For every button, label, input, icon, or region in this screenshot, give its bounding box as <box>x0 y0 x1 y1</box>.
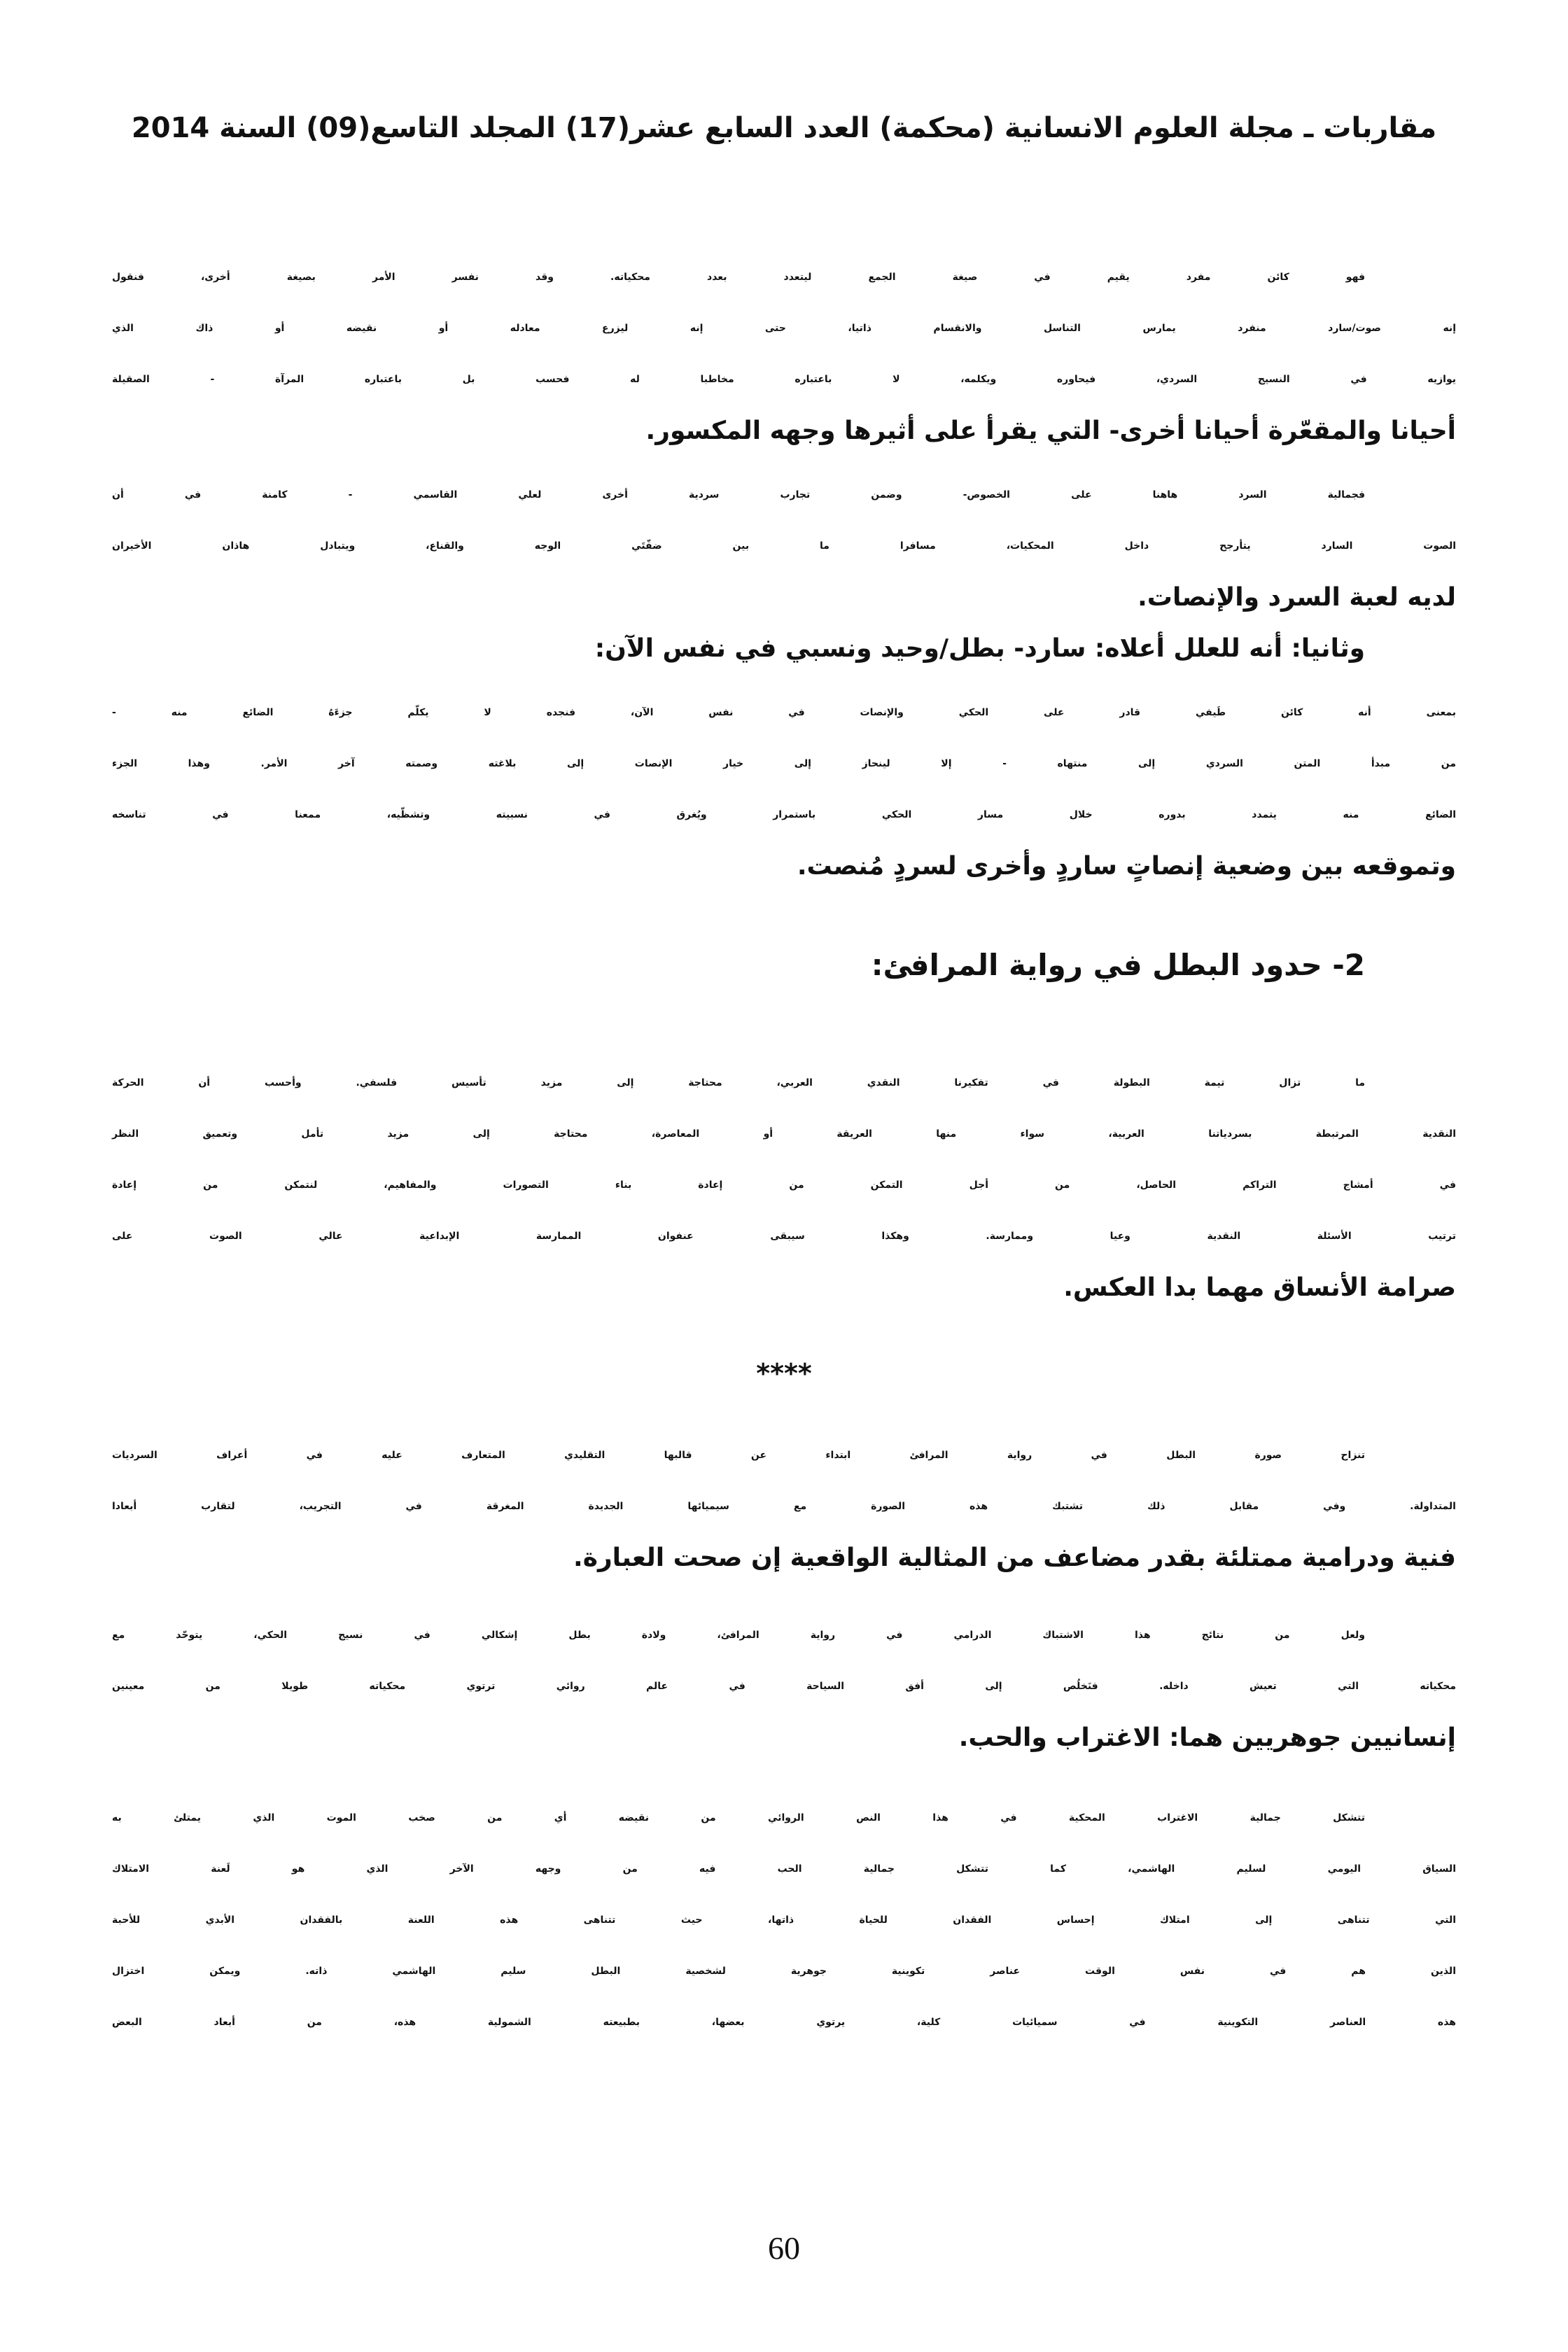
paragraph-line: إنه صوت/سارد منفرد يمارس التناسل والانقسام ذاتيا، حتى إنه ليزرع معادله أو نقيضه أو ذاك الذي <box>112 323 1456 334</box>
section-separator: **** <box>756 1358 812 1389</box>
paragraph-line: فجمالية السرد هاهنا على الخصوص- وضمن تجارب سردية أخرى لعلي القاسمي - كامنة في أن <box>112 489 1365 500</box>
paragraph-line: السياق اليومي لسليم الهاشمي، كما تتشكل جمالية الحب فيه من وجهه الآخر الذي هو لَعنة الامتلاك <box>112 1863 1456 1875</box>
paragraph-line: المتداولة. وفي مقابل ذلك تشتبك هذه الصورة مع سيميائها الجديدة المغرقة في التجريب، لتقارب أبعادا <box>112 1501 1456 1512</box>
paragraph-line: محكياته التي تعيش داخله. فنَخلُص إلى أفق السياحة في عالم روائي ترتوي محكياته طويلا من معينين <box>112 1681 1456 1692</box>
paragraph-line: الصوت السارد يتأرجح داخل المحكيات، مسافرا ما بين ضفّتَي الوجه والقناع، ويتبادل هاذان الأخيران <box>112 540 1456 552</box>
section-heading: 2- حدود البطل في رواية المرافئ: <box>871 948 1365 982</box>
paragraph-line: وتموقعه بين وضعية إنصاتٍ ساردٍ وأخرى لسردٍ مُنصت. <box>797 852 1456 881</box>
paragraph-line: يوازيه في النسيج السردي، فيحاوره ويكلمه، لا باعتباره مخاطبا له فحسب بل باعتباره المرآة - الصقيلة <box>112 374 1456 385</box>
paragraph-line: ترتيب الأسئلة النقدية وعيا وممارسة. وهكذا سيبقى عنفوان الممارسة الإبداعية عالي الصوت على <box>112 1231 1456 1242</box>
paragraph-line: النقدية المرتبطة بسردياتنا العربية، سواء منها العريقة أو المعاصرة، محتاجة إلى مزيد تأمل وتعميق النظر <box>112 1128 1456 1140</box>
paragraph-line: أحيانا والمقعّرة أحيانا أخرى- التي يقرأ على أثيرها وجهه المكسور. <box>645 416 1456 445</box>
paragraph-line: الذين هم في نفس الوقت عناصر تكوينية جوهرية لشخصية البطل سليم الهاشمي ذاته. ويمكن اختزال <box>112 1966 1456 1977</box>
paragraph-line: ما تزال تيمة البطولة في تفكيرنا النقدي العربي، محتاجة إلى مزيد تأسيس فلسفي. وأحسب أن الحركة <box>112 1077 1365 1088</box>
paragraph-line: إنسانيين جوهريين هما: الاغتراب والحب. <box>958 1723 1456 1752</box>
paragraph-line: فنية ودرامية ممتلئة بقدر مضاعف من المثالية الواقعية إن صحت العبارة. <box>573 1544 1456 1572</box>
paragraph-line: صرامة الأنساق مهما بدا العكس. <box>1063 1273 1456 1302</box>
paragraph-line: من مبدأ المتن السردي إلى منتهاه - إلا لينحاز إلى خيار الإنصات إلى بلاغته وصمته آخر الأمر. وهذا الجزء <box>112 758 1456 769</box>
paragraph-line: ولعل من نتائج هذا الاشتباك الدرامي في رواية المرافئ، ولادة بطل إشكالي في نسيج الحكي، يتوحّد مع <box>112 1630 1365 1641</box>
paragraph-line: وثانيا: أنه للعلل أعلاه: سارد- بطل/وحيد ونسبي في نفس الآن: <box>594 634 1365 663</box>
paragraph-line: بمعنى أنه كائن طَيفي قادر على الحكي والإنصات في نفس الآن، فنجده لا يكلّم جزءَهُ الضائع منه - <box>112 707 1456 718</box>
page-number: 60 <box>768 2230 800 2266</box>
paragraph-line: تنزاح صورة البطل في رواية المرافئ ابتداء عن قالبها التقليدي المتعارف عليه في أعراف السرديات <box>112 1450 1365 1461</box>
paragraph-line: الضائع منه يتمدد بدوره خلال مسار الحكي باستمرار ويُغرق في نسبيته وتشظّيه، ممعنا في تناسخه <box>112 809 1456 820</box>
paragraph-line: فهو كائن مفرد يقيم في صيغة الجمع ليتعدد بعدد محكياته. وقد نفسر الأمر بصيغة أخرى، فنقول <box>112 272 1365 283</box>
paragraph-line: تتشكل جمالية الاغتراب المحكية في هذا النص الروائي من نقيضه أي من صخب الموت الذي يمتلئ به <box>112 1812 1365 1823</box>
journal-header: مقاربات ـ مجلة العلوم الانسانية (محكمة) العدد السابع عشر(17) المجلد التاسع(09) السنة 2014 <box>131 112 1437 144</box>
paragraph-line: في أمشاج التراكم الحاصل، من أجل التمكن من إعادة بناء التصورات والمفاهيم، لنتمكن من إعادة <box>112 1180 1456 1191</box>
paragraph-line: لديه لعبة السرد والإنصات. <box>1138 583 1456 612</box>
paragraph-line: هذه العناصر التكوينية في سميائيات كلية، يرتوي بعضها، بطبيعته الشمولية هذه، من أبعاد البعض <box>112 2017 1456 2028</box>
paragraph-line: التي تتناهى إلى امتلاك إحساس الفقدان للحياة ذاتها، حيث تتناهى هذه اللعنة بالفقدان الأبدي للأحبة <box>112 1914 1456 1926</box>
